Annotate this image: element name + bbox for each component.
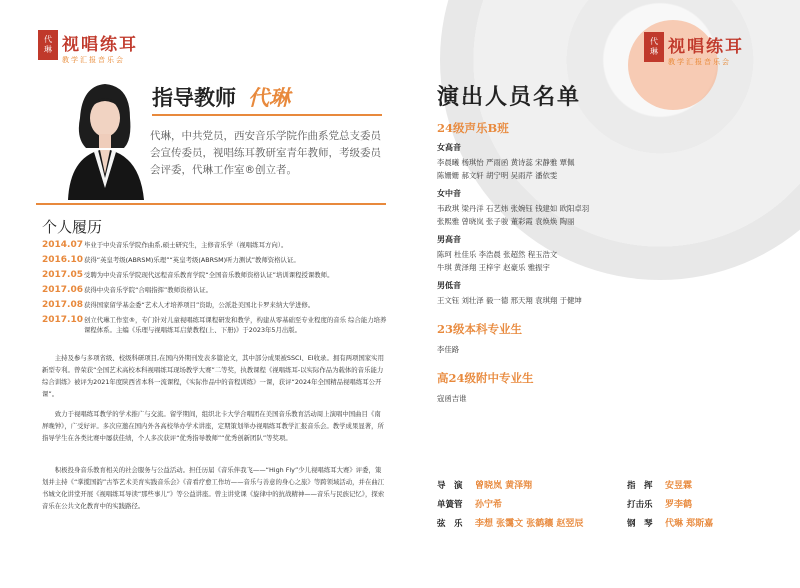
- resume-text: 获得国家留学基金委“艺术人才培养项目”资助，公派赴美国北卡罗来纳大学进修。: [84, 301, 315, 309]
- resume-text: 创立代琳工作室®，专门针对儿童视唱练耳课程研发和教学，构建从零基础至专业程度的音乐 综合能力培养课程体系。主编《乐理与视唱练耳启蒙教程(上、下册)》于2023年5月出版。: [84, 316, 387, 334]
- staff-row: [437, 513, 777, 532]
- seal-char: 代: [44, 35, 52, 44]
- teacher-name: 代琳: [248, 85, 290, 110]
- seal-char: 琳: [650, 47, 658, 56]
- staff-role: 钢 琴: [627, 518, 653, 529]
- performer-names: [437, 294, 767, 307]
- resume-item: [42, 270, 387, 283]
- resume-year: 2016.10: [42, 255, 83, 265]
- divider-bar: [36, 203, 386, 205]
- staff-names: 安昱霖: [665, 481, 693, 491]
- performer-names: [437, 343, 767, 356]
- resume-item: [42, 315, 387, 335]
- name-row: 李晨曦 杨琪怡 严雨函 黄诗蕊 宋静雅 覃佩: [437, 158, 575, 167]
- logo-subtitle: 教学汇报音乐会: [62, 56, 125, 64]
- resume-year: 2017.08: [42, 300, 83, 310]
- staff-names: 罗李鹤: [665, 500, 693, 510]
- logo-seal: [644, 32, 664, 62]
- group-title: 23级本科专业生: [437, 322, 523, 336]
- staff-row: [437, 475, 777, 494]
- name-row: 牛琪 黄泽翔 王梓宇 赵豪乐 雅振宇: [437, 263, 550, 272]
- name-row: 陈珂 杜佳乐 李浩晨 张超然 程玉浩文: [437, 250, 558, 259]
- teacher-photo: [60, 78, 150, 200]
- staff-names: 李想 张霭文 张鹤穰 赵翌辰: [475, 519, 584, 529]
- resume-text: 获得“英皇考级(ABRSM)乐理”“英皇考级(ABRSM)听力测试”教师资格认证。: [84, 256, 300, 264]
- heading-underline: [152, 114, 382, 116]
- name-row: 张熙雅 曾晓岚 张子骏 董彩霞 袁焕焕 陶丽: [437, 217, 575, 226]
- voice-part: 男高音: [437, 234, 461, 244]
- seal-char: 代: [650, 37, 658, 46]
- logo-seal: [38, 30, 58, 60]
- voice-part: 女中音: [437, 188, 461, 198]
- resume-title: 个人履历: [42, 218, 103, 236]
- logo-title: 视唱练耳: [62, 35, 138, 55]
- performer-names: [437, 202, 767, 228]
- staff-role: 导 演: [437, 480, 463, 491]
- voice-part: 男低音: [437, 280, 461, 290]
- performer-names: [437, 392, 767, 405]
- name-row: 陈姗姗 郝文轩 胡宁明 吴雨芹 潘依雯: [437, 171, 558, 180]
- staff-names: 曾晓岚 黄泽翔: [475, 481, 533, 491]
- teacher-heading: [152, 82, 290, 112]
- staff-credits: [437, 475, 777, 532]
- resume-year: 2017.10: [42, 315, 83, 325]
- resume-item: [42, 255, 387, 268]
- name-row: 寇函吉谁: [437, 394, 467, 403]
- staff-row: [437, 494, 777, 513]
- logo-title: 视唱练耳: [668, 37, 744, 57]
- resume-item: [42, 285, 387, 298]
- resume-year: 2017.06: [42, 285, 83, 295]
- resume-year: 2017.05: [42, 270, 83, 280]
- teacher-heading-label: 指导教师: [152, 85, 236, 110]
- cast-title: 演出人员名单: [437, 84, 582, 110]
- resume-item: [42, 240, 387, 253]
- staff-role: 弦 乐: [437, 518, 463, 529]
- staff-names: 孙宁希: [475, 500, 503, 510]
- logo-subtitle: 教学汇报音乐会: [668, 58, 731, 66]
- bio-paragraph: 致力于视唱练耳教学的学术推广与交流。留学期间，组织北卡大学合唱团在美国音乐教育活动周上演唱中国曲目《南屏晚钟》，广受好评。多次应邀在国内外各高校举办学术讲座，定期策划举办视唱练耳教学汇报音乐会。教学成果显著，所指导学生在各类比赛中屡获佳绩，个人多次获评“优秀指导教师”“优秀创新团队”等奖项。: [42, 410, 384, 442]
- staff-names: 代琳 郑斯嘉: [665, 519, 714, 529]
- voice-part: 女高音: [437, 142, 461, 152]
- group-title: 高24级附中专业生: [437, 371, 534, 385]
- performer-names: [437, 156, 767, 182]
- resume-item: [42, 300, 387, 313]
- performer-names: [437, 248, 767, 274]
- group-title: 24级声乐B班: [437, 121, 509, 135]
- staff-role: 打击乐: [627, 499, 653, 510]
- teacher-description: 代琳，中共党员，西安音乐学院作曲系党总支委员会宣传委员，视唱练耳教研室青年教师，考级委员会评委，代琳工作室®创立者。: [150, 130, 381, 176]
- logo-left: [38, 30, 138, 65]
- logo-right: [644, 32, 744, 67]
- resume-text: 获得中央音乐学院“合唱指挥”教师资格认证。: [84, 286, 213, 294]
- staff-role: 指 挥: [627, 480, 653, 491]
- cast-list: [437, 120, 767, 411]
- bio-paragraph: 积极投身音乐教育相关的社会服务与公益活动。担任历届《音乐伴我飞——“High Fly”少儿视唱练耳大赛》评委，策划并主持《“掌揽国韵”古筝艺术美育实践音乐会》《音看疗愈工作坊——音乐与善意的身心之旅》等跨领域活动，并在曲江书城文化讲堂开展《视唱练耳导读“那些事儿”》等公益讲座。曾主讲党课《旋律中的抗战精神——音乐与民族记忆》，探索音乐在公共文化教育中的实践路径。: [42, 466, 385, 510]
- name-row: 王文钰 刘壮泽 毅一德 邢天翔 袁琪翔 于健坤: [437, 296, 582, 305]
- resume-list: [42, 240, 387, 337]
- name-row: 李佳路: [437, 345, 460, 354]
- resume-year: 2014.07: [42, 240, 83, 250]
- staff-role: 单簧管: [437, 499, 463, 510]
- bio-paragraph: 主持及参与多项省级、校级科研项目,在国内外期刊发表多篇论文，其中部分成果被SSCI、EI收录。拥有两项国家实用新型专利。曾荣获“全国艺术高校本科视唱练耳现场教学大赛”二等奖，执教课程《视唱练耳-以实际作品为载体的音乐能力综合训练》被评为2021年度陕西省本科一流课程，《实际作品中的音程训练》一课，获评“2024年全国精品视唱练耳公开课”。: [42, 354, 384, 398]
- seal-char: 琳: [44, 45, 52, 54]
- resume-text: 受聘为中央音乐学院现代远程音乐教育学院“全国音乐教师资格认证”培训课程授课教师。: [84, 271, 334, 279]
- name-row: 韦政琪 梁丹洋 石艺炜 张婉钰 钱建如 欧阳卓羽: [437, 204, 590, 213]
- resume-text: 毕业于中央音乐学院作曲系,硕士研究生，主修音乐学（视唱练耳方向）。: [84, 241, 288, 249]
